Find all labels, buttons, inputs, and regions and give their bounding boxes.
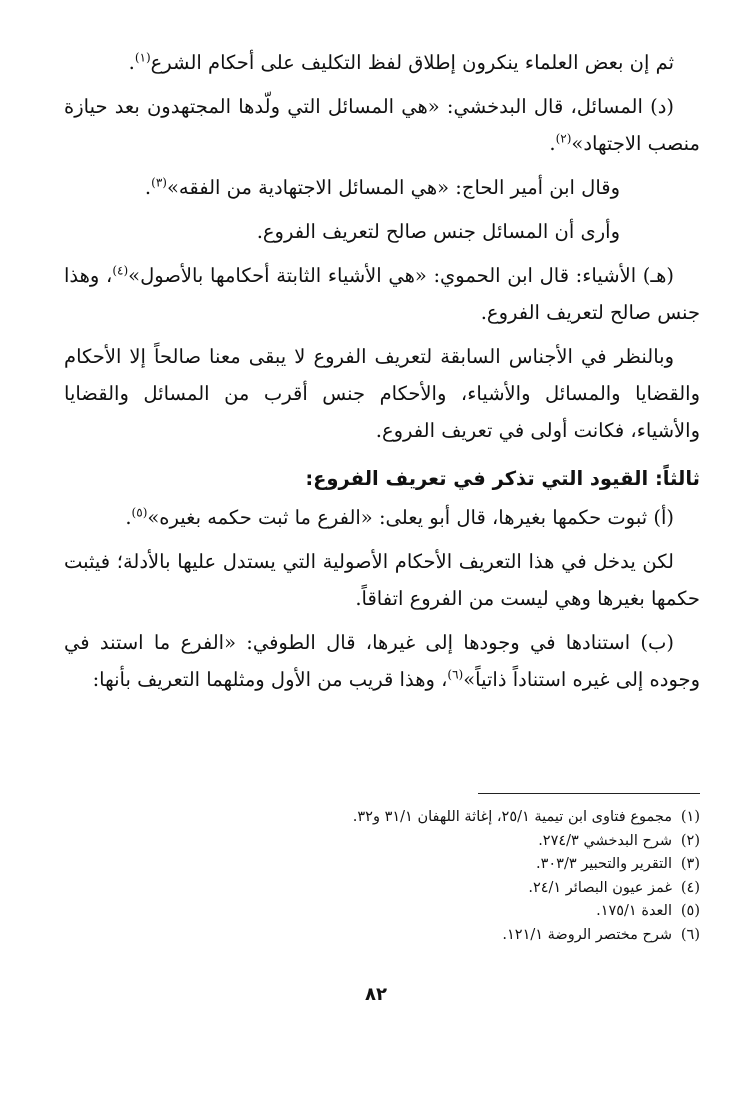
footnote-5 (64, 900, 700, 924)
footnote-ref-6: (٦) (447, 667, 464, 682)
paragraph-3-end: . (144, 176, 152, 199)
footnote-4 (64, 877, 700, 901)
footnote-1 (64, 806, 700, 830)
footnote-number: (٢) (680, 832, 700, 849)
paragraph-1-text: ثم إن بعض العلماء ينكرون إطلاق لفظ التكليف على أحكام الشرع (150, 51, 674, 74)
footnote-3 (64, 853, 700, 877)
paragraph-1-end: . (128, 51, 135, 74)
footnote-ref-3: (٣) (151, 175, 167, 190)
footnote-ref-1: (١) (134, 50, 151, 65)
paragraph-7 (64, 499, 700, 536)
footnote-number: (٣) (680, 856, 700, 872)
footnote-ref-4: (٤) (112, 263, 129, 278)
paragraph-2-text: (د) المسائل، قال البدخشي: «هي المسائل التي ولّدها المجتهدون بعد حيازة منصب الاجتهاد» (64, 95, 700, 155)
paragraph-5-text: (هـ) الأشياء: قال ابن الحموي: «هي الأشياء الثابتة أحكامها بالأصول» (128, 264, 674, 287)
footnotes (64, 793, 700, 947)
paragraph-8: لكن يدخل في هذا التعريف الأحكام الأصولية التي يستدل عليها بالأدلة؛ فيثبت حكمها بغيرها وهي ليست من الفروع اتفاقاً. (64, 550, 700, 610)
paragraph-3 (64, 169, 700, 206)
paragraph-4: وأرى أن المسائل جنس صالح لتعريف الفروع. (256, 220, 620, 243)
paragraph-1 (64, 44, 700, 81)
paragraph-2-end: . (549, 132, 556, 155)
paragraph-5-tail: ، وهذا جنس صالح لتعريف الفروع. (64, 264, 700, 324)
footnote-text: التقرير والتحبير ٣٠٣/٣. (535, 856, 672, 872)
paragraph-5 (64, 257, 700, 331)
footnote-text: شرح مختصر الروضة ١٢١/١. (502, 926, 672, 943)
footnote-text: العدة ١٧٥/١. (596, 903, 672, 919)
footnote-ref-2: (٢) (555, 131, 572, 146)
paragraph-9 (64, 624, 700, 698)
paragraph-3-text: وقال ابن أمير الحاج: «هي المسائل الاجتهادية من الفقه» (166, 176, 620, 199)
paragraph-9-text: (ب) استنادها في وجودها إلى غيرها، قال الطوفي: «الفرع ما استند في وجوده إلى غيره استناداً ذاتياً» (64, 631, 700, 691)
paragraph-9-tail: ، وهذا قريب من الأول ومثلهما التعريف بأنها: (92, 668, 448, 691)
footnote-number: (٤) (680, 879, 700, 896)
paragraph-6: وبالنظر في الأجناس السابقة لتعريف الفروع لا يبقى معنا صالحاً إلا الأحكام والقضايا والمسائل والأشياء، والأحكام جنس أقرب من المسائل والقضايا والأشياء، فكانت أولى في تعريف الفروع. (64, 345, 700, 442)
footnote-number: (٥) (680, 903, 700, 919)
footnote-text: مجموع فتاوى ابن تيمية ٢٥/١، إغاثة اللهفان ٣١/١ و٣٢. (352, 809, 672, 825)
page-number: ٨٢ (365, 984, 387, 1005)
footnote-text: شرح البدخشي ٢٧٤/٣. (538, 832, 672, 849)
footnote-ref-5: (٥) (131, 505, 148, 520)
footnote-divider (478, 793, 700, 794)
paragraph-7-end: . (125, 506, 132, 529)
paragraph-7-text: (أ) ثبوت حكمها بغيرها، قال أبو يعلى: «الفرع ما ثبت حكمه بغيره» (147, 506, 674, 529)
footnote-2 (64, 830, 700, 854)
footnote-text: غمز عيون البصائر ٢٤/١. (528, 879, 672, 896)
section-heading: ثالثاً: القيود التي تذكر في تعريف الفروع: (305, 467, 700, 490)
footnote-6 (64, 924, 700, 948)
footnote-number: (١) (680, 809, 700, 825)
footnote-number: (٦) (680, 926, 700, 943)
paragraph-2 (64, 88, 700, 162)
